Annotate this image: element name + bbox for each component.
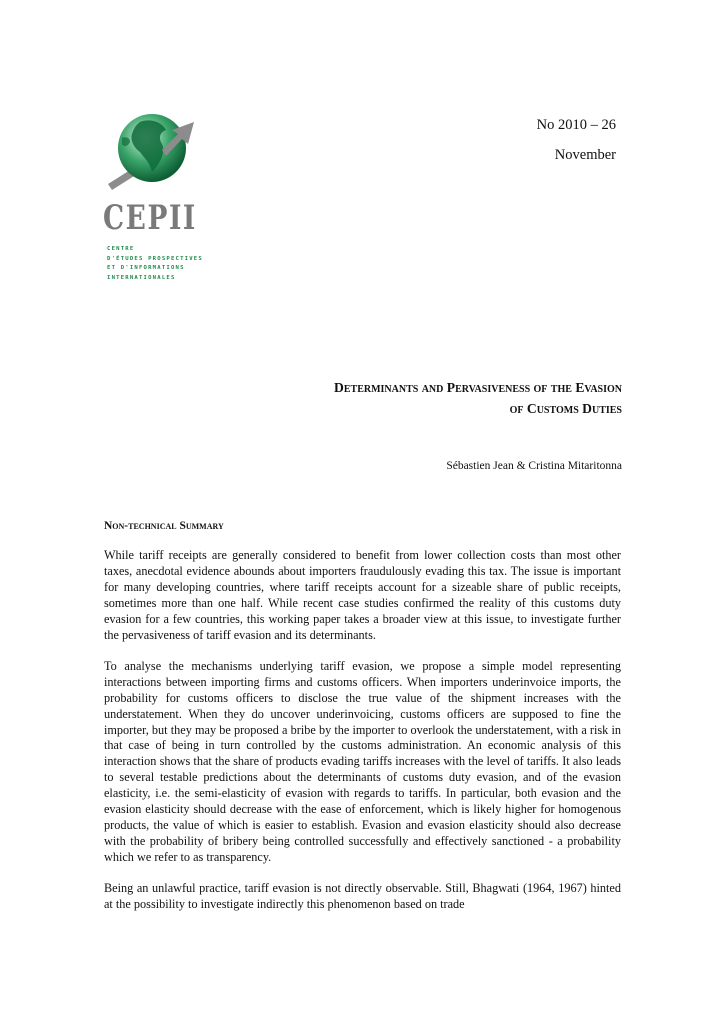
paper-title-line: Determinants and Pervasiveness of the Evasion xyxy=(334,380,622,395)
section-heading: Non-technical Summary xyxy=(104,520,224,532)
logo-subtitle-line: ET D'INFORMATIONS xyxy=(107,265,185,271)
logo-subtitle-line: CENTRE xyxy=(107,246,135,252)
globe-arrow-icon xyxy=(100,108,210,198)
summary-body xyxy=(104,548,621,929)
paragraph: Being an unlawful practice, tariff evasion is not directly observable. Still, Bhagwati (1964, 1967) hinted at the possibility to investigate indirectly this phenomenon based on trade xyxy=(104,881,621,912)
document-number: No 2010 – 26 xyxy=(536,117,616,133)
logo-subtitle-line: D'ÉTUDES PROSPECTIVES xyxy=(107,255,203,262)
paragraph: While tariff receipts are generally considered to benefit from lower collection costs than most other taxes, anecdotal evidence abounds about importers fraudulously evading this tax. The issue is important for many developing countries, where tariff receipts account for a sizeable share of public receipts, sometimes more than one half. While recent case studies confirmed the reality of this customs duty evasion for a few countries, this working paper takes a broader view at this issue, to investigate further the pervasiveness of tariff evasion and its determinants. xyxy=(104,548,621,642)
paper-title xyxy=(122,377,622,419)
logo-subtitle-line: INTERNATIONALES xyxy=(107,274,176,281)
paragraph: To analyse the mechanisms underlying tariff evasion, we propose a simple model representing interactions between importing firms and customs officers. When importers underinvoice imports, the probability for customs officers to disclose the true value of the shipment increases with the understatement. When they do uncover underinvoicing, customs officers are supposed to fine the importer, but they may be proposed a bribe by the importer to overlook the understatement, with a risk in that case of being in turn controlled by the customs administration. An economic analysis of this interaction shows that the share of products evading tariffs increases with the level of tariffs. It also leads to several testable predictions about the determinants of customs duty evasion, and of the evasion elasticity, i.e. the semi-elasticity of evasion with regards to tariffs. In particular, both evasion and the evasion elasticity should decrease with the ease of enforcement, which is likely higher for homogenous products, the value of which is easier to establish. Evasion and evasion elasticity should also decrease with the probability of bribery being controlled successfully and effectively sanctioned - a probability which we refer to as transparency. xyxy=(104,658,621,864)
logo-subtitle xyxy=(107,245,217,283)
publication-month: November xyxy=(554,147,616,163)
logo-wordmark: CEPII xyxy=(103,198,197,238)
cepii-logo xyxy=(100,108,210,281)
authors: Sébastien Jean & Cristina Mitaritonna xyxy=(446,460,622,472)
paper-title-line: of Customs Duties xyxy=(509,401,622,416)
